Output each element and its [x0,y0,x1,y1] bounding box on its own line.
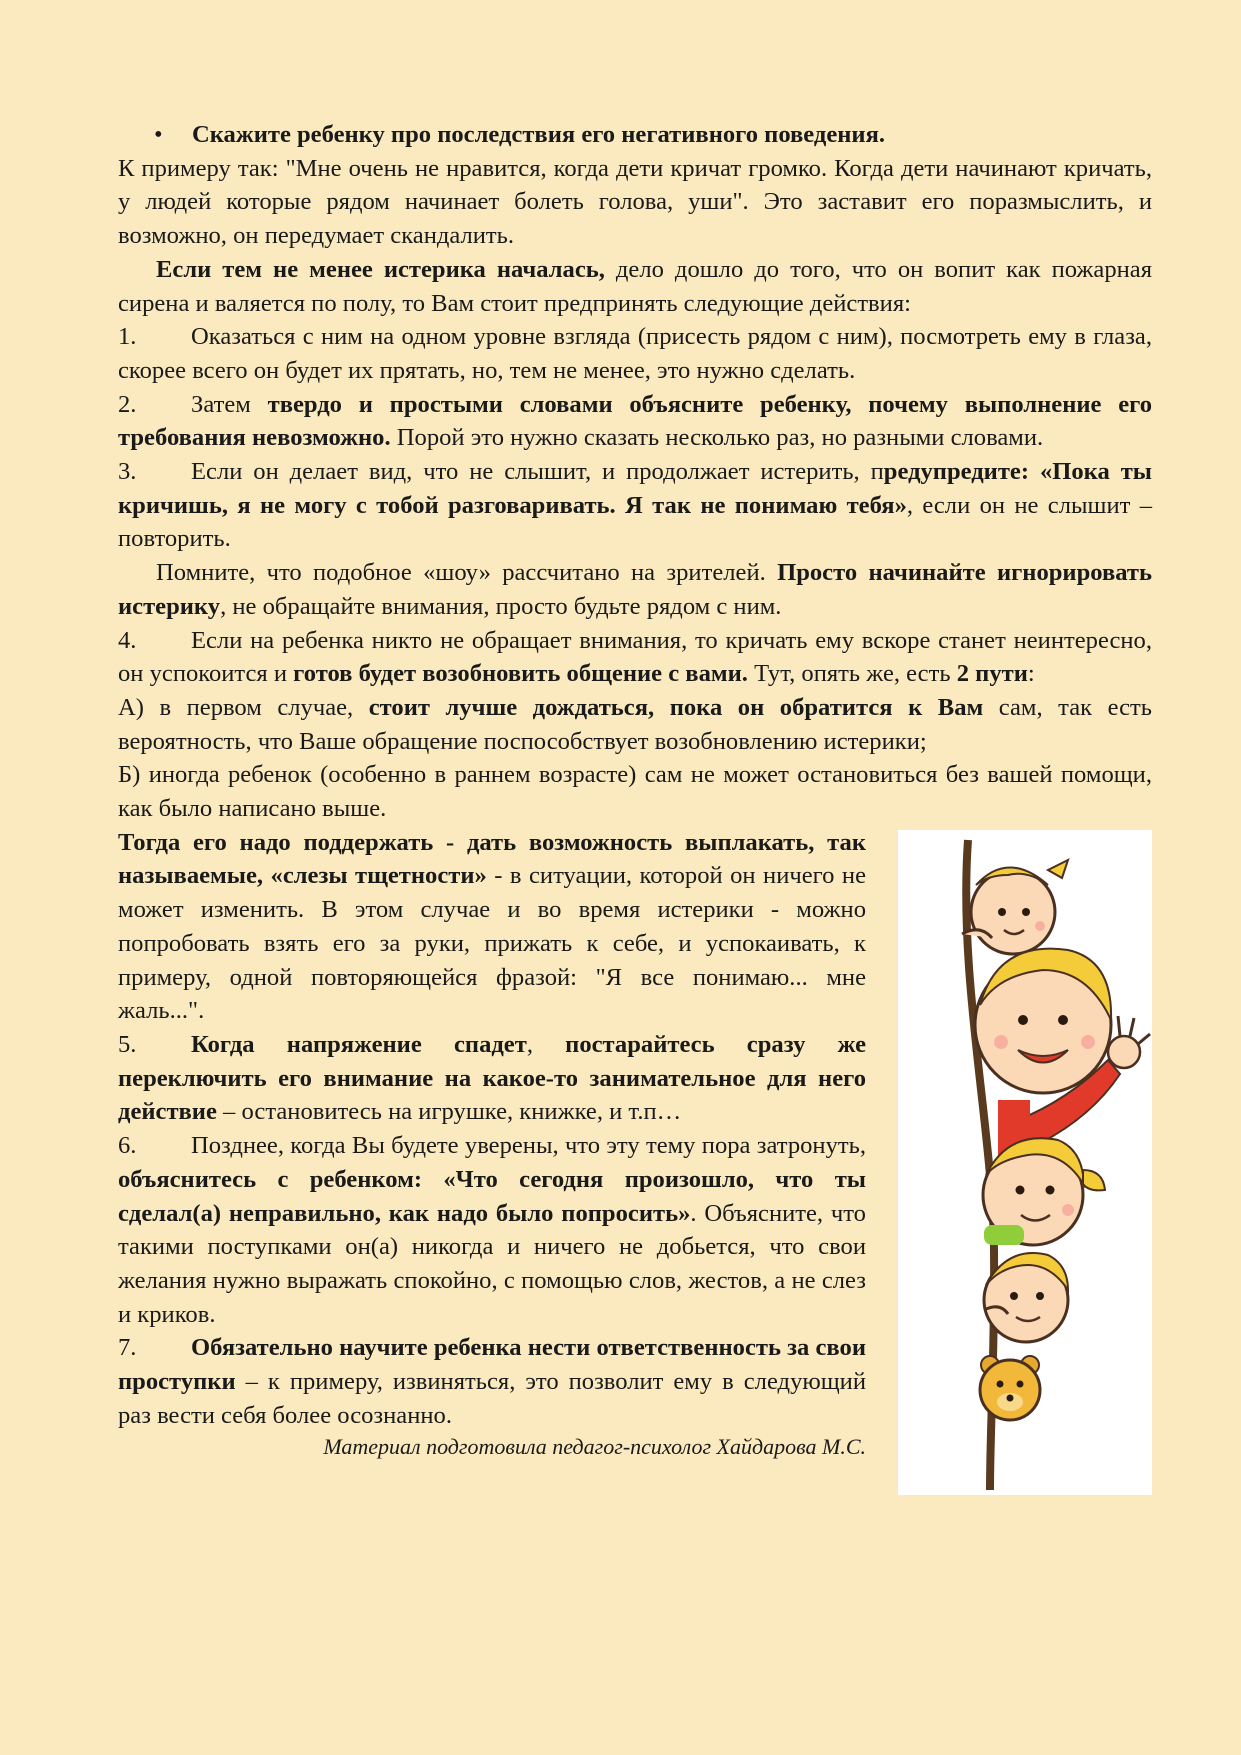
list-item-bold: Обязательно научите ребенка нести ответственность за свои проступки [118,1334,866,1396]
list-item-text: Тут, опять же, есть [747,660,957,688]
paragraph-hysteria-text: дело дошло до того, что он вопит как пожарная сирена и валяется по полу, то Вам стоит предпринять следующие действия: [118,255,1153,317]
list-number: 2. [118,390,137,418]
list-item-text: – остановитесь на игрушке, книжке, и т.п… [216,1098,682,1126]
list-item-text: Если он делает вид, что не слышит, и продолжает истерить, п [191,458,884,486]
list-item-bold: объяснитесь с ребенком: «Что сегодня произошло, что ты сделал(а) неправильно, как надо было попросить» [118,1165,866,1227]
child-face-3 [983,1138,1105,1245]
list-item-2 [118,388,1152,455]
list-number: 1. [118,323,137,351]
list-number: 5. [118,1030,137,1058]
case-a-text: сам, так есть вероятность, что Ваше обращение поспособствует возобновлению истерики; [118,693,1152,755]
list-item-3 [118,455,1152,556]
list-item-text: Позднее, когда Вы будете уверены, что эту тему пора затронуть, [191,1132,866,1160]
case-a [118,691,1152,758]
paragraph-show-text: Помните, что подобное «шоу» рассчитано на зрителей. [156,559,778,587]
list-item-text: Оказаться с ним на одном уровне взгляда (присесть рядом с ним), посмотреть ему в глаза, скорее всего он будет их прятать, но, тем не менее, это нужно сделать. [118,323,1152,384]
paragraph-show-bold: Просто начинайте игнорировать истерику [118,559,1152,620]
list-item-text: : [1027,660,1035,688]
case-b-text: - в ситуации, которой он ничего не может изменить. В этом случае и во время истерики - можно попробовать взять его за руки, прижать к себе, и успокаивать, к примеру, одной повторяющейся фразой: "Я все понимаю... мне жаль...". [118,862,866,1025]
child-face-1 [962,860,1068,954]
list-item-text: Если на ребенка никто не обращает внимания, то кричать ему вскоре станет неинтересно, он успокоится и [118,626,1152,688]
document-page [118,118,1152,1499]
paragraph-hysteria [118,253,1152,320]
peeking-children-illustration [898,830,1152,1495]
list-item-bold: 2 пути [956,660,1028,688]
list-item-text: – к примеру, извиняться, это позволит ему в следующий раз вести себя более осознанно. [118,1368,866,1429]
author-signature: Материал подготовила педагог-психолог Хайдарова М.С. [323,1434,866,1460]
paragraph-show-text: , не обращайте внимания, просто будьте рядом с ним. [220,592,782,620]
list-item-bold: постарайтесь сразу же переключить его внимание на какое-то занимательное для него действие [118,1030,866,1126]
list-number: 4. [118,626,137,654]
list-item-bold: твердо и простыми словами объясните ребенку, почему выполнение его требования невозможно. [118,390,1152,452]
list-item-bold: готов будет возобновить общение с вами. [293,660,748,688]
list-number: 6. [118,1132,137,1160]
list-item-1 [118,320,1152,387]
paragraph-example: К примеру так: "Мне очень не нравится, когда дети кричат громко. Когда дети начинают кричать, у людей которые рядом начинает болеть голова, уши". Это заставит его поразмыслить, и возможно, он передумает скандалить. [118,154,1152,250]
list-number: 7. [118,1334,137,1362]
teddy-bear [980,1356,1040,1420]
case-a-text: А) в первом случае, [118,693,369,721]
list-item-text: , если он не слышит – повторить. [118,491,1152,553]
child-face-2 [975,948,1111,1092]
case-b-bold: Тогда его надо поддержать - дать возможность выплакать, так называемые, «слезы тщетности» [118,828,866,890]
list-number: 3. [118,458,137,486]
bullet-text: Скажите ребенку про последствия его негативного поведения. [192,121,886,148]
list-item-text: , [526,1030,566,1058]
list-item-4 [118,624,1152,691]
paragraph-hysteria-bold: Если тем не менее истерика началась, [156,255,605,283]
list-item-bold: Когда напряжение спадет [191,1030,527,1058]
list-item-text: Порой это нужно сказать несколько раз, но разными словами. [390,424,1044,452]
list-item-text: Затем [191,390,268,418]
case-b-text: Б) иногда ребенок (особенно в раннем возрасте) сам не может остановиться без вашей помощи, как было написано выше. [118,761,1152,823]
bullet-marker: • [154,121,163,148]
children-drawing-icon [898,830,1152,1495]
bullet-point [118,118,1152,152]
case-a-bold: стоит лучше дождаться, пока он обратится к Вам [368,693,984,721]
list-item-bold: редупредите: «Пока ты кричишь, я не могу с тобой разговаривать. Я так не понимаю тебя» [118,458,1152,519]
case-b [118,758,1152,825]
paragraph-show [118,556,1152,623]
list-item-text: . Объясните, что такими поступками он(а) никогда и ничего не добьется, что свои желания нужно выражать спокойно, с помощью слов, жестов, а не слез и криков. [118,1199,866,1328]
